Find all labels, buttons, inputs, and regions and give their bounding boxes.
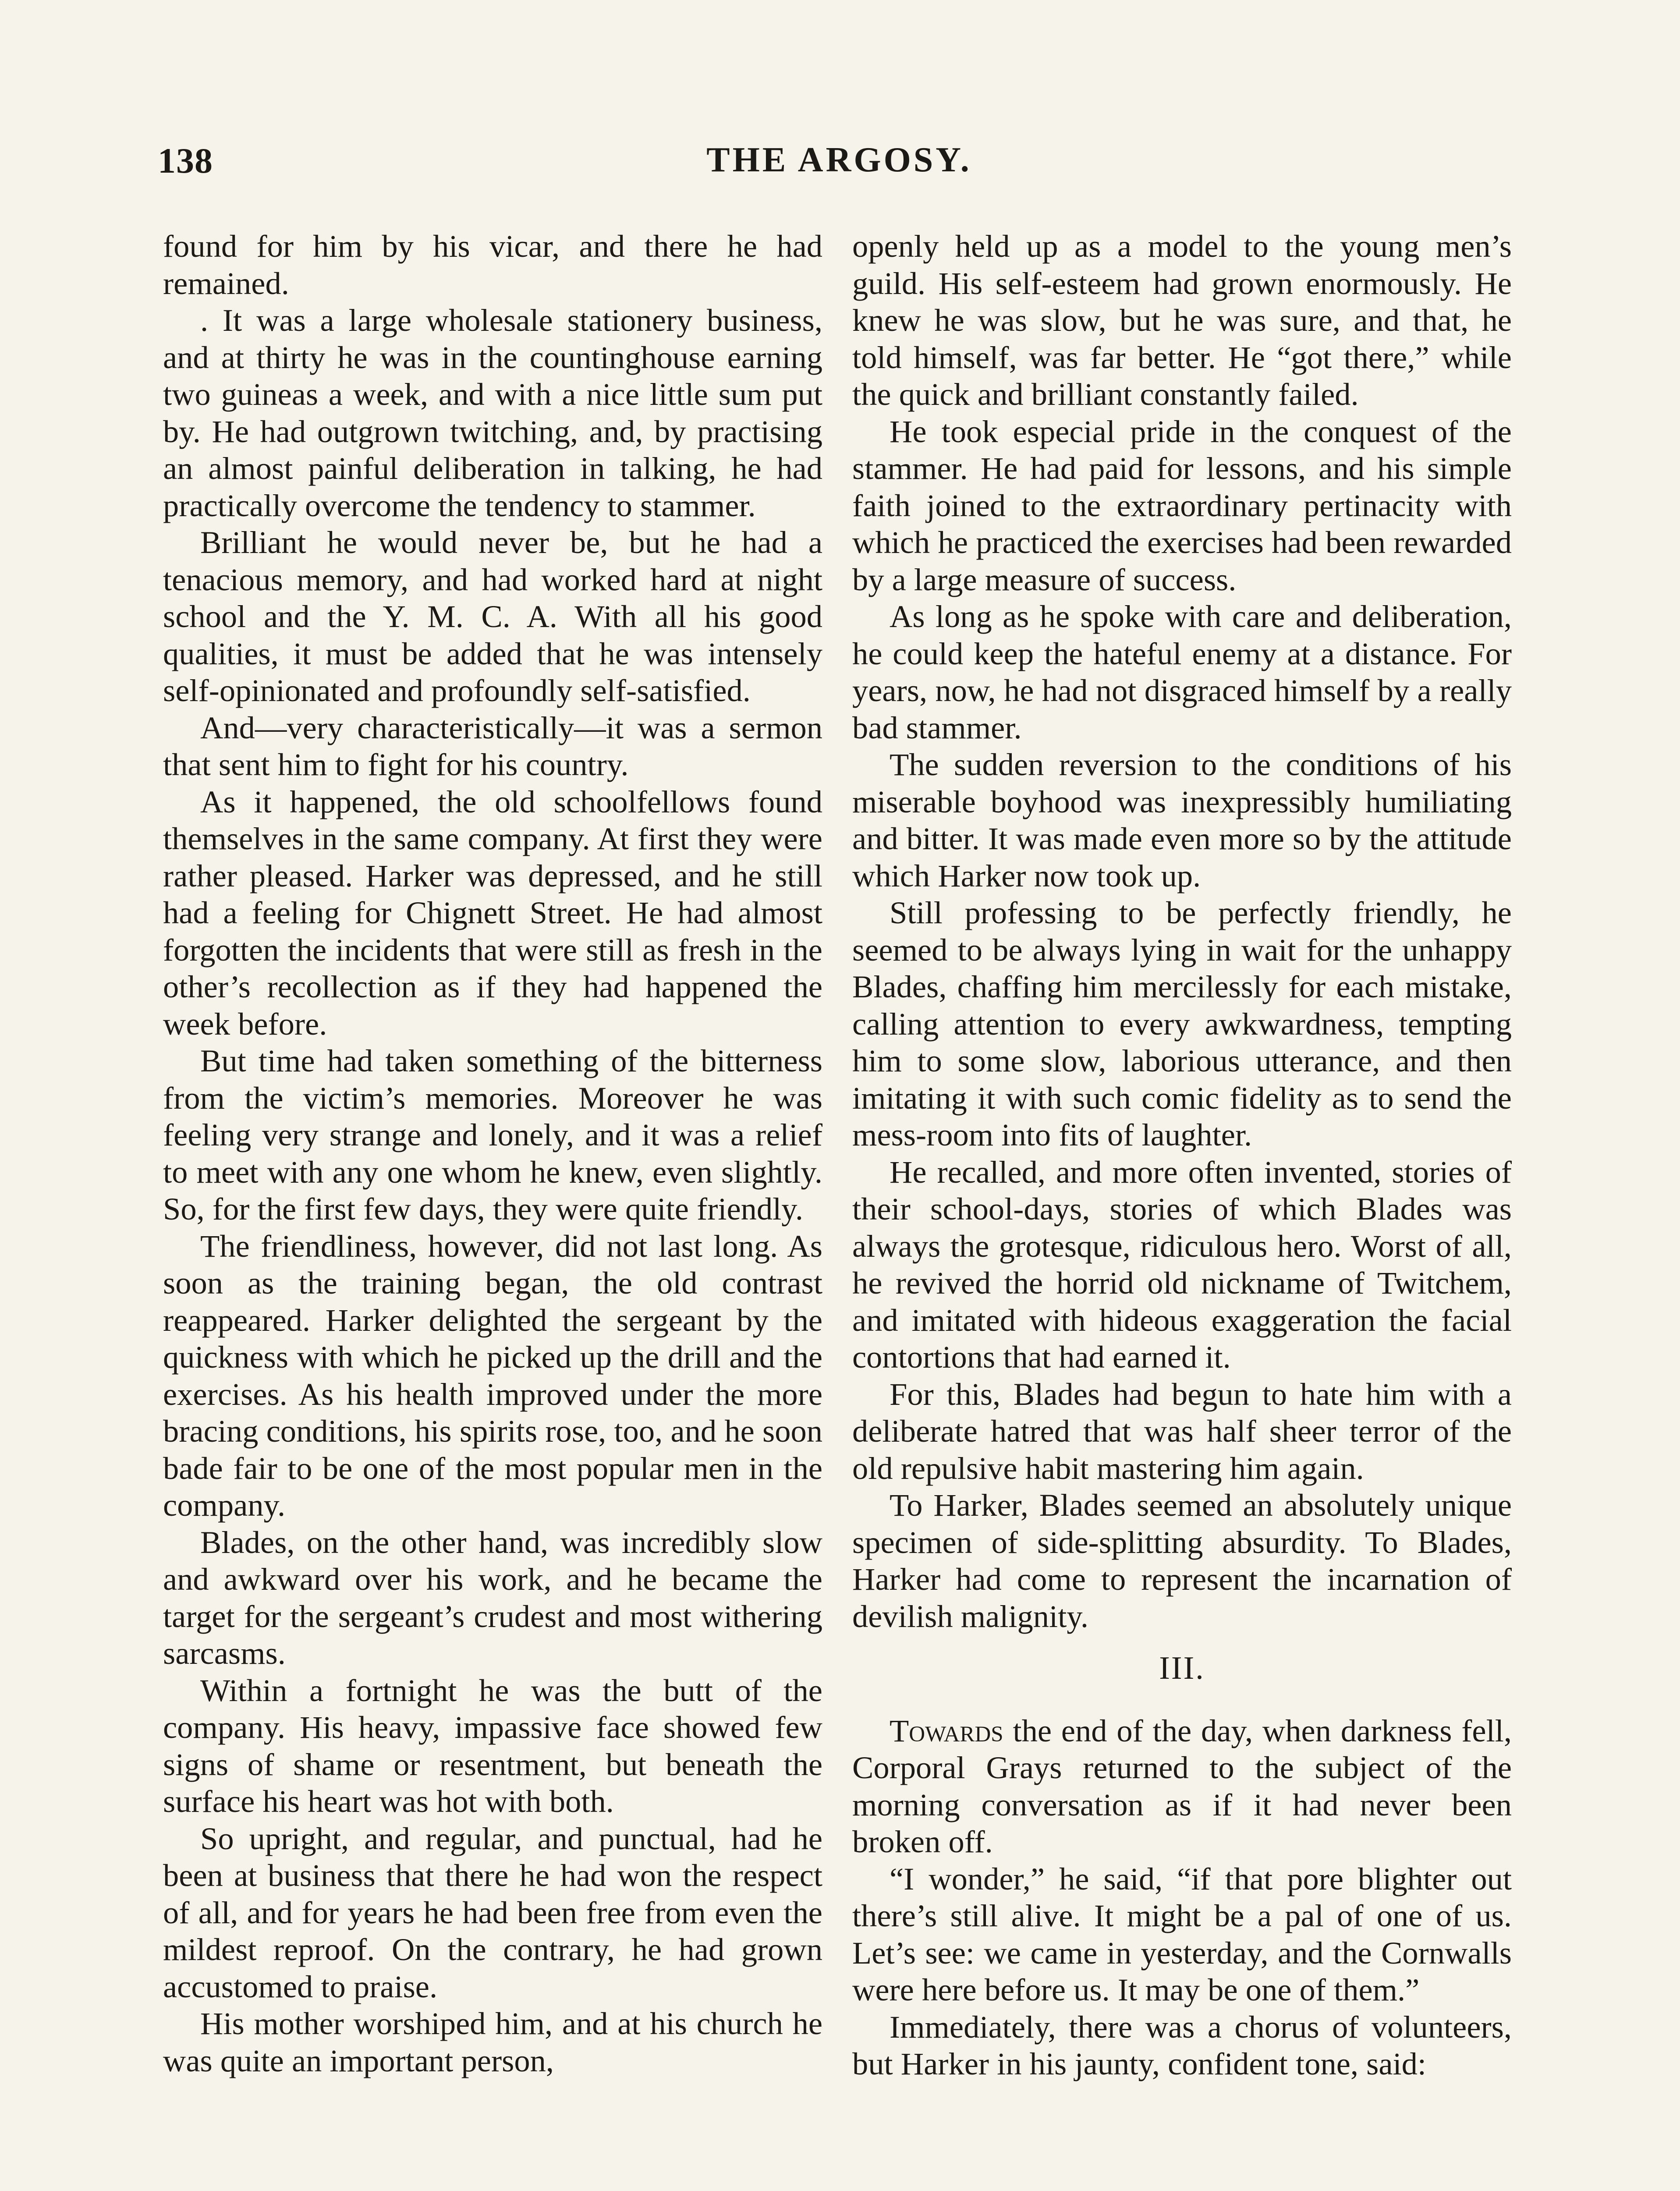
paragraph: Blades, on the other hand, was incredibly slow and awkward over his work, and he became the target for the sergeant’s crudest and most withering sarcasms.	[163, 1524, 822, 1671]
paragraph: “I wonder,” he said, “if that pore blighter out there’s still alive. It might be a pal of one of us. Let’s see: we came in yesterday, and the Cornwalls were here before us. It may be one of them.”	[852, 1861, 1512, 2007]
paragraph: Still professing to be perfectly friendly, he seemed to be always lying in wait for the unhappy Blades, chaffing him mercilessly for each mistake, calling attention to every awkwardness, tempting him to some slow, laborious utterance, and then imitating it with such comic fidelity as to send the mess-room into fits of laughter.	[852, 895, 1512, 1152]
opening-word: Towards	[890, 1712, 1003, 1748]
page-header	[158, 140, 1521, 197]
paragraph: Brilliant he would never be, but he had a tenacious memory, and had worked hard at night school and the Y. M. C. A. With all his good qualities, it must be added that he was intensely self-opinionated and profoundly self-satisfied.	[163, 525, 822, 708]
paragraph: Within a fortnight he was the butt of the company. His heavy, impassive face showed few signs of shame or resentment, but beneath the surface his heart was hot with both.	[163, 1672, 822, 1819]
paragraph: His mother worshiped him, and at his church he was quite an important person,	[163, 2006, 822, 2078]
paragraph: As it happened, the old schoolfellows found themselves in the same company. At first they were rather pleased. Harker was depressed, and he still had a feeling for Chignett Street. He had almost forgotten the incidents that were still as fresh in the other’s recollection as if they had happened the week before.	[163, 784, 822, 1042]
opening-paragraph-text: the end of the day, when darkness fell, Corporal Grays returned to the subject of the morning conversation as if it had never been broken off.	[852, 1712, 1512, 1859]
paragraph: So upright, and regular, and punctual, had he been at business that there he had won the respect of all, and for years he had been free from even the mildest reproof. On the contrary, he had grown accustomed to praise.	[163, 1820, 822, 2004]
paragraph: But time had taken something of the bitterness from the victim’s memories. Moreover he was feeling very strange and lonely, and it was a relief to meet with any one whom he knew, even slightly. So, for the first few days, they were quite friendly.	[163, 1043, 822, 1227]
page-number: 138	[158, 141, 213, 181]
paragraph: The friendliness, however, did not last long. As soon as the training began, the old contrast reappeared. Harker delighted the sergeant by the quickness with which he picked up the drill and the exercises. As his health improved under the more bracing conditions, his spirits rose, too, and he soon bade fair to be one of the most popular men in the company.	[163, 1228, 822, 1523]
paragraph: He recalled, and more often invented, stories of their school-days, stories of which Blades was always the grotesque, ridiculous hero. Worst of all, he revived the horrid old nickname of Twitchem, and imitated with hideous exaggeration the facial contortions that had earned it.	[852, 1154, 1512, 1375]
paragraph: To Harker, Blades seemed an absolutely unique specimen of side-splitting absurdity. To Blades, Harker had come to represent the incarnation of devilish malignity.	[852, 1487, 1512, 1634]
section-opening-paragraph	[852, 1712, 1512, 1861]
left-column	[163, 228, 822, 2079]
running-title: THE ARGOSY.	[706, 141, 972, 179]
paragraph: As long as he spoke with care and deliberation, he could keep the hateful enemy at a distance. For years, now, he had not disgraced himself by a really bad stammer.	[852, 599, 1512, 745]
right-column	[852, 228, 1512, 2083]
paragraph: found for him by his vicar, and there he had remained.	[163, 228, 822, 301]
paragraph: And—very characteristically—it was a sermon that sent him to fight for his country.	[163, 709, 822, 782]
paragraph: openly held up as a model to the young men’s guild. His self-esteem had grown enormously. He knew he was slow, but he was sure, and that, he told himself, was far better. He “got there,” while the quick and brilliant constantly failed.	[852, 228, 1512, 412]
paragraph: Immediately, there was a chorus of volunteers, but Harker in his jaunty, confident tone, said:	[852, 2009, 1512, 2081]
paragraph: . It was a large wholesale stationery business, and at thirty he was in the countinghouse earning two guineas a week, and with a nice little sum put by. He had outgrown twitching, and, by practising an almost painful deliberation in talking, he had practically overcome the tendency to stammer.	[163, 302, 822, 523]
paragraph: The sudden reversion to the conditions of his miserable boyhood was inexpressibly humiliating and bitter. It was made even more so by the attitude which Harker now took up.	[852, 747, 1512, 893]
section-heading: III.	[1159, 1650, 1205, 1686]
paragraph: He took especial pride in the conquest of the stammer. He had paid for lessons, and his simple faith joined to the extraordinary pertinacity with which he practiced the exercises had been rewarded by a large measure of success.	[852, 413, 1512, 597]
paragraph: For this, Blades had begun to hate him with a deliberate hatred that was half sheer terror of the old repulsive habit mastering him again.	[852, 1376, 1512, 1486]
